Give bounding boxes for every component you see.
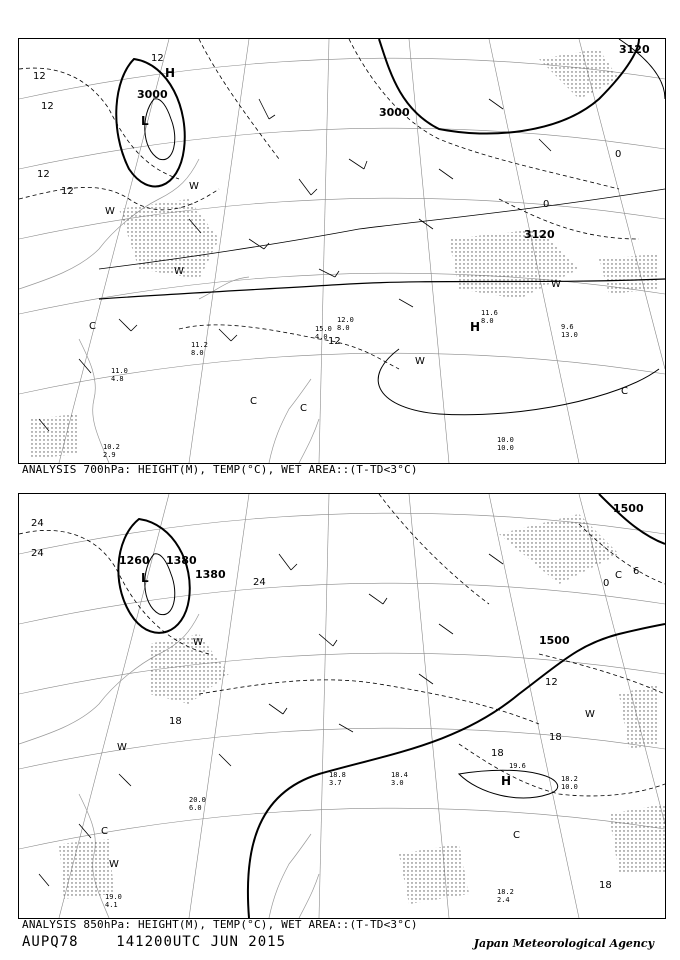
warm-mark: W <box>109 859 119 870</box>
station-value: 3.0 <box>391 779 404 787</box>
station-value: 10.0 <box>561 783 578 791</box>
station-value: 8.0 <box>481 317 494 325</box>
low-center: L <box>141 571 149 585</box>
station-value: 11.0 <box>111 367 128 375</box>
station-value: 19.6 <box>509 762 526 770</box>
height-label: 3000 <box>379 106 410 119</box>
temp-label: 24 <box>31 548 44 559</box>
chart-identifier <box>22 934 286 950</box>
station-value: 10.0 <box>497 436 514 444</box>
wet-areas <box>59 514 665 904</box>
height-label: 1380 <box>166 554 197 567</box>
station-value: 8.0 <box>337 324 350 332</box>
station-value: 18.2 <box>561 775 578 783</box>
temp-label: 12 <box>33 71 46 82</box>
station-value: 18.2 <box>497 888 514 896</box>
temp-label: 18 <box>169 716 182 727</box>
station-value: 4.1 <box>105 901 118 909</box>
station-value: 12.0 <box>337 316 354 324</box>
height-label: 1500 <box>613 502 644 515</box>
temp-label: 6 <box>633 566 640 577</box>
station-value: 20.0 <box>189 796 206 804</box>
high-center: H <box>165 66 176 80</box>
caption-700hpa: ANALYSIS 700hPa: HEIGHT(M), TEMP(°C), WET AREA::(T-TD<3°C) <box>22 463 418 476</box>
caption-850hpa: ANALYSIS 850hPa: HEIGHT(M), TEMP(°C), WET AREA::(T-TD<3°C) <box>22 918 418 931</box>
station-value: 4.0 <box>315 333 328 341</box>
temp-label: 24 <box>253 577 266 588</box>
temp-label: 0 <box>543 199 550 210</box>
station-value: 2.9 <box>103 451 116 459</box>
warm-mark: W <box>193 637 203 648</box>
temp-labels <box>33 53 621 347</box>
temp-label: 12 <box>545 677 558 688</box>
station-value: 8.0 <box>191 349 204 357</box>
cold-mark: C <box>615 570 622 581</box>
station-value: 2.4 <box>497 896 510 904</box>
low-center: L <box>141 114 149 128</box>
high-center: H <box>470 320 481 334</box>
station-value: 18.8 <box>329 771 346 779</box>
temp-label: 12 <box>41 101 54 112</box>
wet-areas <box>29 49 659 459</box>
cold-mark: C <box>621 386 628 397</box>
temp-label: 18 <box>549 732 562 743</box>
station-value: 11.2 <box>191 341 208 349</box>
temp-label: 12 <box>37 169 50 180</box>
temp-label: 18 <box>491 748 504 759</box>
warm-mark: W <box>117 742 127 753</box>
temp-label: 0 <box>603 578 610 589</box>
temp-label: 12 <box>61 186 74 197</box>
warm-mark: W <box>585 709 595 720</box>
cold-mark: C <box>89 321 96 332</box>
station-value: 6.0 <box>189 804 202 812</box>
chart-700hpa-map <box>19 39 665 463</box>
temp-label: 12 <box>328 336 341 347</box>
station-value: 11.6 <box>481 309 498 317</box>
height-label: 3000 <box>137 88 168 101</box>
agency-credit: Japan Meteorological Agency <box>473 937 654 950</box>
high-center: H <box>501 774 512 788</box>
station-value: 10.2 <box>103 443 120 451</box>
station-plots <box>103 309 578 459</box>
station-value: 13.0 <box>561 331 578 339</box>
temp-label: 24 <box>31 518 44 529</box>
station-value: 19.0 <box>105 893 122 901</box>
temp-label: 12 <box>151 53 164 64</box>
height-label: 1380 <box>195 568 226 581</box>
cold-mark: C <box>250 396 257 407</box>
station-value: 15.0 <box>315 325 332 333</box>
warm-mark: W <box>415 356 425 367</box>
temp-label: 0 <box>615 149 622 160</box>
height-label: 1260 <box>119 554 150 567</box>
chart-850hpa-map <box>19 494 665 918</box>
station-value: 9.6 <box>561 323 574 331</box>
chart-code: AUPQ78 <box>22 934 79 950</box>
station-value: 10.0 <box>497 444 514 452</box>
station-value: 3.7 <box>329 779 342 787</box>
cold-mark: C <box>300 403 307 414</box>
warm-mark: W <box>551 279 561 290</box>
chart-850hpa <box>18 493 666 919</box>
chart-700hpa <box>18 38 666 464</box>
chart-datetime: 141200UTC JUN 2015 <box>116 934 287 950</box>
warm-mark: W <box>189 181 199 192</box>
cold-mark: C <box>101 826 108 837</box>
wind-barbs <box>39 554 503 886</box>
height-label: 3120 <box>619 43 650 56</box>
height-label: 1500 <box>539 634 570 647</box>
warm-mark: W <box>174 266 184 277</box>
station-value: 18.4 <box>391 771 408 779</box>
station-value: 4.8 <box>111 375 124 383</box>
warm-mark: W <box>105 206 115 217</box>
cold-mark: C <box>513 830 520 841</box>
height-label: 3120 <box>524 228 555 241</box>
temp-label: 18 <box>599 880 612 891</box>
